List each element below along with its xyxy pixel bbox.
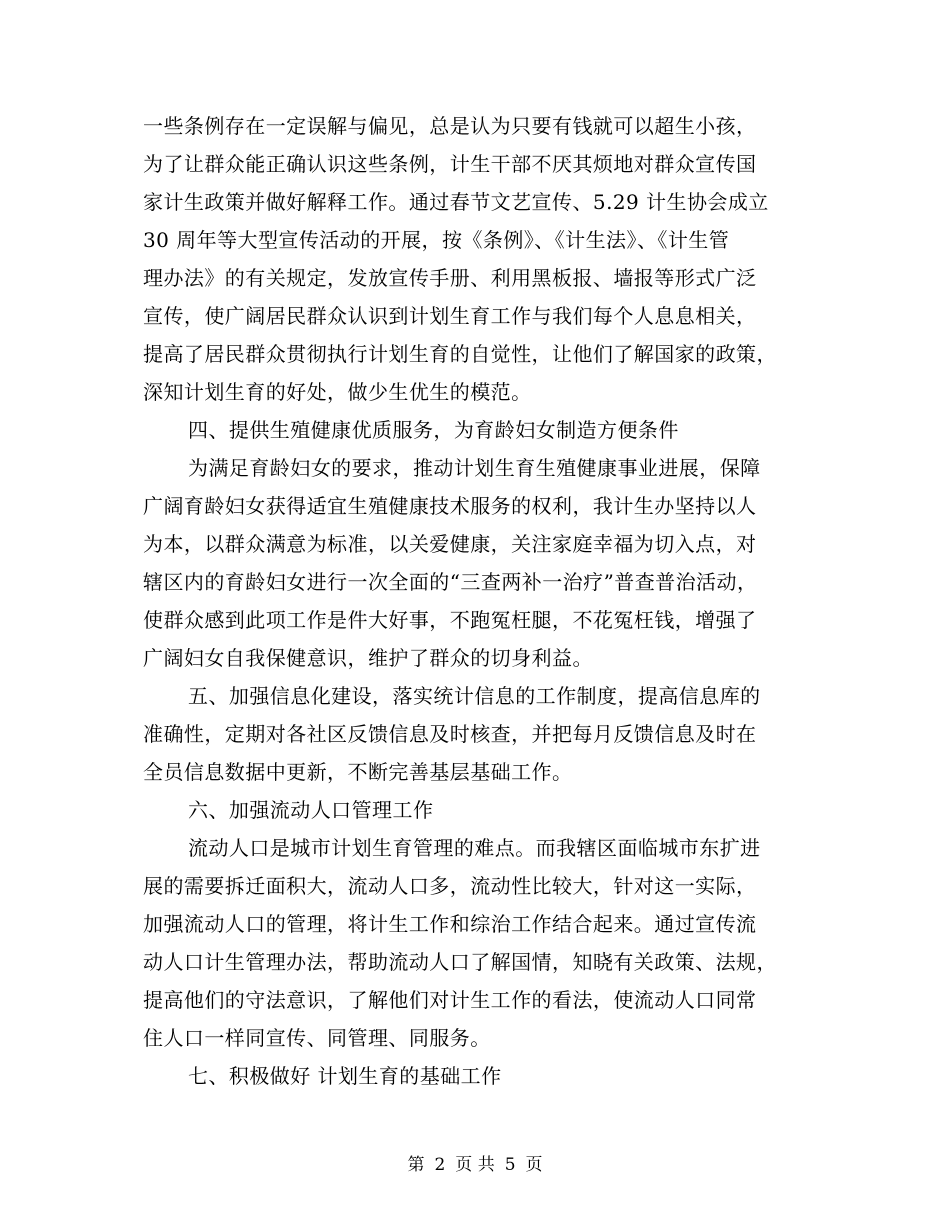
text-line: 加强流动人口的管理，将计生工作和综治工作结合起来。通过宣传流 [143,912,757,936]
footer-prefix: 第 [407,1155,425,1175]
text-line: 全员信息数据中更新，不断完善基层基础工作。 [143,760,573,784]
text-line: 广阔育龄妇女获得适宜生殖健康技术服务的权利，我计生办坚持以人 [143,494,757,518]
text-line: 流动人口是城市计划生育管理的难点。而我辖区面临城市东扩进 [188,836,761,860]
footer-total-pages: 5 [504,1155,516,1175]
footer-suffix: 页 [525,1155,543,1175]
page-footer [0,1154,950,1176]
text-line: 深知计划生育的好处，做少生优生的模范。 [143,380,532,404]
text-line: 理办法》的有关规定，发放宣传手册、利用黑板报、墙报等形式广泛 [143,266,757,290]
text-line: 提高了居民群众贯彻执行计划生育的自觉性，让他们了解国家的政策， [143,342,777,366]
footer-page-number: 2 [434,1155,446,1175]
text-line: 准确性，定期对各社区反馈信息及时核查，并把每月反馈信息及时在 [143,722,757,746]
text-line: 住人口一样同宣传、同管理、同服务。 [143,1026,491,1050]
text-line: 为满足育龄妇女的要求，推动计划生育生殖健康事业进展，保障 [188,456,761,480]
text-line: 提高他们的守法意识，了解他们对计生工作的看法，使流动人口同常 [143,988,757,1012]
section-heading: 五、加强信息化建设，落实统计信息的工作制度，提高信息库的 [188,684,761,708]
text-line: 展的需要拆迁面积大，流动人口多，流动性比较大，针对这一实际， [143,874,757,898]
text-line: 宣传，使广阔居民群众认识到计划生育工作与我们每个人息息相关， [143,304,757,328]
text-line: 动人口计生管理办法，帮助流动人口了解国情，知晓有关政策、法规， [143,950,777,974]
text-line: 30 周年等大型宣传活动的开展，按《条例》、《计生法》、《计生管 [143,228,730,252]
section-heading: 七、积极做好 计划生育的基础工作 [188,1064,502,1088]
text-line: 为本，以群众满意为标准，以关爱健康，关注家庭幸福为切入点，对 [143,532,757,556]
text-line: 一些条例存在一定误解与偏见，总是认为只要有钱就可以超生小孩， [143,114,757,138]
text-line: 广阔妇女自我保健意识，维护了群众的切身利益。 [143,646,593,670]
text-line: 为了让群众能正确认识这些条例，计生干部不厌其烦地对群众宣传国 [143,152,757,176]
section-heading: 四、提供生殖健康优质服务，为育龄妇女制造方便条件 [188,418,679,442]
footer-middle: 页 共 [455,1155,495,1175]
text-line: 家计生政策并做好解释工作。通过春节文艺宣传、5.29 计生协会成立 [143,190,769,214]
text-line: 使群众感到此项工作是件大好事，不跑冤枉腿，不花冤枉钱，增强了 [143,608,757,632]
text-line: 辖区内的育龄妇女进行一次全面的“三查两补一治疗”普查普治活动， [143,570,758,594]
section-heading: 六、加强流动人口管理工作 [188,798,434,822]
